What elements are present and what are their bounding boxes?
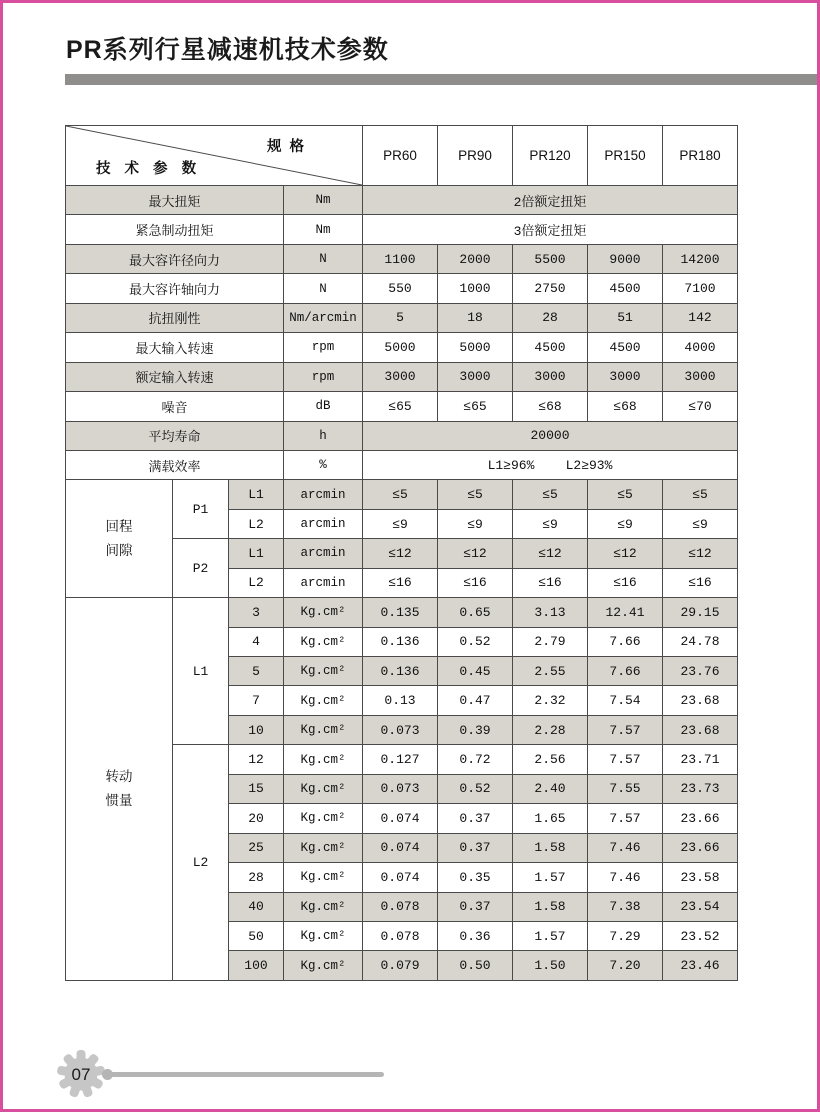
value-cell: 7.57 [588,715,663,744]
value-cell: 142 [663,303,738,332]
value-cell: 3000 [438,362,513,391]
value-cell: 23.66 [663,833,738,862]
value-cell: ≤9 [588,509,663,538]
footer-rule [110,1072,384,1077]
value-cell: ≤68 [588,392,663,421]
value-cell: 5500 [513,244,588,273]
value-cell: 2.56 [513,745,588,774]
value-cell: ≤5 [438,480,513,509]
value-cell: 23.76 [663,657,738,686]
value-cell: 51 [588,303,663,332]
level-cell: L2 [173,745,229,981]
value-cell: 1.50 [513,951,588,980]
unit-cell: Kg.cm² [284,804,363,833]
value-cell: 0.074 [363,863,438,892]
level-cell: L1 [173,598,229,745]
value-cell: 7.46 [588,833,663,862]
unit-cell: N [284,274,363,303]
table-row [66,421,738,450]
value-cell: 23.52 [663,921,738,950]
value-cell: 2.79 [513,627,588,656]
ratio-cell: 25 [229,833,284,862]
value-cell: 4500 [588,274,663,303]
unit-cell: N [284,244,363,273]
level-cell: L2 [229,509,284,538]
unit-cell: Kg.cm² [284,657,363,686]
value-cell: 14200 [663,244,738,273]
value-cell: 0.074 [363,833,438,862]
value-cell: 0.079 [363,951,438,980]
value-cell: 2000 [438,244,513,273]
unit-cell: h [284,421,363,450]
group-label-cell: 回程 间隙 [66,480,173,598]
value-cell: 23.68 [663,686,738,715]
title-underline-bar [65,74,817,85]
unit-cell: dB [284,392,363,421]
value-cell: ≤9 [363,509,438,538]
value-cell: 2.32 [513,686,588,715]
ratio-cell: 5 [229,657,284,686]
unit-cell: Kg.cm² [284,598,363,627]
unit-cell: arcmin [284,539,363,568]
level-cell: L2 [229,568,284,597]
value-cell: ≤16 [663,568,738,597]
unit-cell: Nm [284,215,363,244]
grade-cell: P2 [173,539,229,598]
value-cell: 23.68 [663,715,738,744]
table-row [66,362,738,391]
table-row [66,450,738,479]
param-name-cell: 额定输入转速 [66,362,284,391]
value-cell: 3000 [588,362,663,391]
unit-cell: rpm [284,333,363,362]
value-cell: 4500 [588,333,663,362]
value-cell: 0.35 [438,863,513,892]
value-cell: ≤16 [513,568,588,597]
corner-label-params: 技 术 参 数 [96,161,202,177]
value-cell: 4000 [663,333,738,362]
value-cell: 3.13 [513,598,588,627]
value-cell: ≤5 [513,480,588,509]
ratio-cell: 20 [229,804,284,833]
value-cell: 0.52 [438,774,513,803]
param-name-cell: 抗扭刚性 [66,303,284,332]
value-cell: ≤16 [438,568,513,597]
footer-page-number: 07 [71,1065,91,1084]
value-cell: 0.65 [438,598,513,627]
value-cell: ≤12 [363,539,438,568]
param-name-cell: 紧急制动扭矩 [66,215,284,244]
value-cell: ≤70 [663,392,738,421]
value-cell: 2.55 [513,657,588,686]
value-cell: 0.078 [363,921,438,950]
ratio-cell: 100 [229,951,284,980]
corner-label-spec: 规 格 [266,139,306,155]
param-name-cell: 最大输入转速 [66,333,284,362]
value-cell: ≤12 [663,539,738,568]
table-row [66,244,738,273]
unit-cell: Kg.cm² [284,715,363,744]
param-name-cell: 满载效率 [66,450,284,479]
value-cell: 18 [438,303,513,332]
value-cell: 23.58 [663,863,738,892]
value-cell: 0.073 [363,774,438,803]
unit-cell: Nm [284,186,363,215]
table-row [66,598,738,627]
value-cell: 24.78 [663,627,738,656]
unit-cell: Nm/arcmin [284,303,363,332]
level-cell: L1 [229,539,284,568]
value-cell: 23.46 [663,951,738,980]
ratio-cell: 28 [229,863,284,892]
param-name-cell: 平均寿命 [66,421,284,450]
value-cell: 0.72 [438,745,513,774]
table-row [66,303,738,332]
unit-cell: Kg.cm² [284,892,363,921]
value-cell-span: L1≥96% L2≥93% [363,450,738,479]
column-header: PR150 [588,126,663,186]
value-cell: 9000 [588,244,663,273]
value-cell-span: 3倍额定扭矩 [363,215,738,244]
value-cell: 5000 [363,333,438,362]
value-cell: 0.47 [438,686,513,715]
value-cell: 0.074 [363,804,438,833]
param-name-cell: 噪音 [66,392,284,421]
unit-cell: Kg.cm² [284,686,363,715]
value-cell: 0.136 [363,627,438,656]
value-cell: 7.55 [588,774,663,803]
value-cell: ≤68 [513,392,588,421]
ratio-cell: 12 [229,745,284,774]
value-cell: 7.54 [588,686,663,715]
unit-cell: Kg.cm² [284,921,363,950]
value-cell: ≤5 [363,480,438,509]
value-cell: 29.15 [663,598,738,627]
value-cell: 5 [363,303,438,332]
spec-table [65,125,738,981]
value-cell: ≤9 [513,509,588,538]
value-cell: 0.13 [363,686,438,715]
unit-cell: Kg.cm² [284,774,363,803]
value-cell: ≤9 [438,509,513,538]
table-header-row [66,126,738,186]
ratio-cell: 40 [229,892,284,921]
grade-cell: P1 [173,480,229,539]
value-cell: 0.37 [438,833,513,862]
table-row [66,186,738,215]
value-cell: 7.29 [588,921,663,950]
value-cell: 1.57 [513,863,588,892]
table-row [66,392,738,421]
value-cell: 7.57 [588,804,663,833]
value-cell: ≤16 [588,568,663,597]
value-cell: 5000 [438,333,513,362]
value-cell: 1100 [363,244,438,273]
diagonal-header-cell [66,126,363,186]
ratio-cell: 7 [229,686,284,715]
unit-cell: arcmin [284,568,363,597]
value-cell: ≤5 [663,480,738,509]
value-cell: 1.65 [513,804,588,833]
column-header: PR180 [663,126,738,186]
ratio-cell: 3 [229,598,284,627]
value-cell: 4500 [513,333,588,362]
value-cell: 23.71 [663,745,738,774]
value-cell: 7.66 [588,627,663,656]
value-cell: 1000 [438,274,513,303]
value-cell: 0.136 [363,657,438,686]
unit-cell: rpm [284,362,363,391]
value-cell: ≤12 [588,539,663,568]
param-name-cell: 最大容许径向力 [66,244,284,273]
value-cell: 3000 [513,362,588,391]
value-cell: 23.73 [663,774,738,803]
unit-cell: Kg.cm² [284,833,363,862]
unit-cell: Kg.cm² [284,951,363,980]
value-cell: 3000 [363,362,438,391]
column-header: PR60 [363,126,438,186]
value-cell: ≤12 [513,539,588,568]
value-cell: 2.28 [513,715,588,744]
value-cell: ≤5 [588,480,663,509]
column-header: PR90 [438,126,513,186]
value-cell: 2.40 [513,774,588,803]
value-cell: 0.073 [363,715,438,744]
value-cell: 0.37 [438,804,513,833]
value-cell: 0.37 [438,892,513,921]
param-name-cell: 最大容许轴向力 [66,274,284,303]
unit-cell: Kg.cm² [284,863,363,892]
value-cell: 7100 [663,274,738,303]
value-cell: 0.50 [438,951,513,980]
table-row [66,480,738,509]
gear-icon [56,1049,106,1099]
value-cell: ≤16 [363,568,438,597]
value-cell: 23.54 [663,892,738,921]
value-cell: 0.39 [438,715,513,744]
level-cell: L1 [229,480,284,509]
column-header: PR120 [513,126,588,186]
value-cell: 2750 [513,274,588,303]
page-title: PR系列行星减速机技术参数 [66,36,389,64]
table-row [66,333,738,362]
value-cell: ≤9 [663,509,738,538]
value-cell: ≤65 [363,392,438,421]
unit-cell: % [284,450,363,479]
value-cell: 0.135 [363,598,438,627]
unit-cell: Kg.cm² [284,627,363,656]
value-cell: 0.36 [438,921,513,950]
value-cell: 7.46 [588,863,663,892]
value-cell: 0.52 [438,627,513,656]
ratio-cell: 4 [229,627,284,656]
value-cell: 0.078 [363,892,438,921]
table-row [66,274,738,303]
value-cell: 7.38 [588,892,663,921]
unit-cell: arcmin [284,480,363,509]
value-cell: 3000 [663,362,738,391]
value-cell: 0.45 [438,657,513,686]
ratio-cell: 50 [229,921,284,950]
table-row [66,215,738,244]
value-cell: 7.66 [588,657,663,686]
value-cell: 550 [363,274,438,303]
value-cell-span: 20000 [363,421,738,450]
value-cell: ≤12 [438,539,513,568]
value-cell: 23.66 [663,804,738,833]
value-cell-span: 2倍额定扭矩 [363,186,738,215]
group-label-cell: 转动 惯量 [66,598,173,981]
value-cell: 1.58 [513,892,588,921]
unit-cell: Kg.cm² [284,745,363,774]
value-cell: 0.127 [363,745,438,774]
value-cell: 1.57 [513,921,588,950]
value-cell: ≤65 [438,392,513,421]
ratio-cell: 15 [229,774,284,803]
value-cell: 7.57 [588,745,663,774]
ratio-cell: 10 [229,715,284,744]
value-cell: 7.20 [588,951,663,980]
value-cell: 28 [513,303,588,332]
value-cell: 12.41 [588,598,663,627]
value-cell: 1.58 [513,833,588,862]
unit-cell: arcmin [284,509,363,538]
param-name-cell: 最大扭矩 [66,186,284,215]
